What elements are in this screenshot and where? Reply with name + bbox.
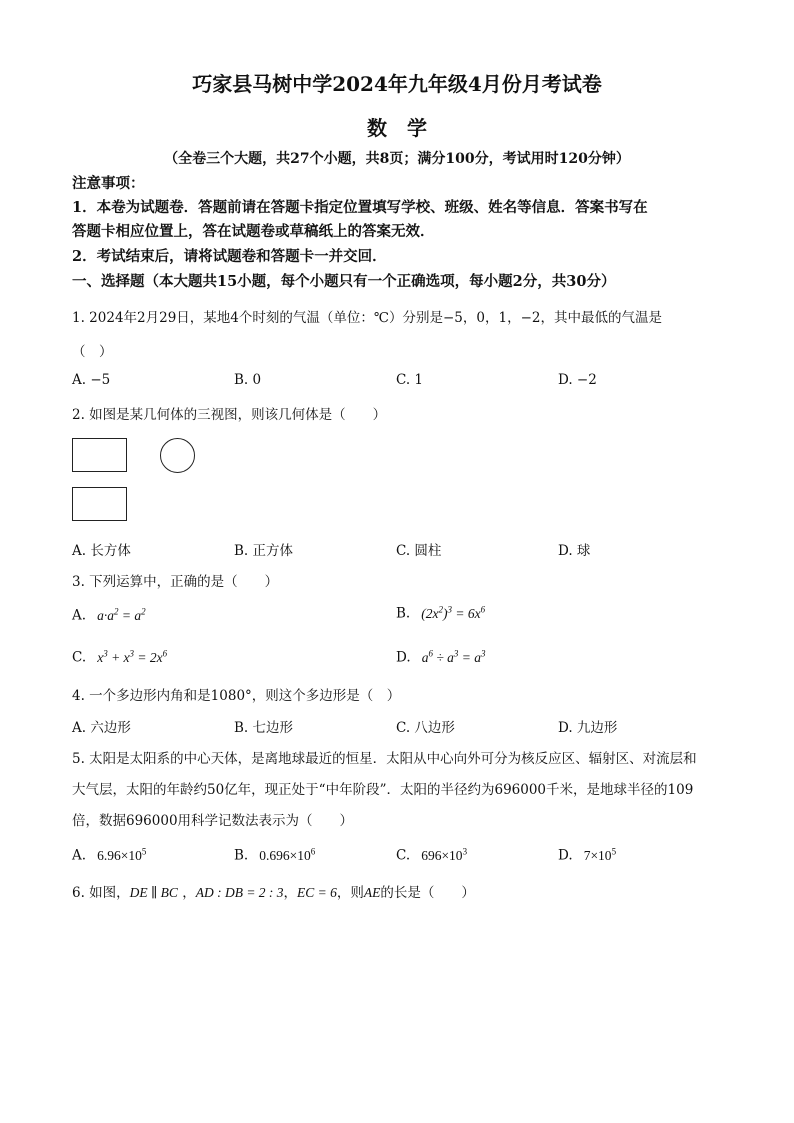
q5-stem-line3: 倍，数据696000用科学记数法表示为（ ） [72,813,354,829]
q5-stem-line2: 大气层，太阳的年龄约50亿年，现正处于“中年阶段”．太阳的半径约为696000千米，是地球半径的109 [72,782,694,798]
q2-stem: 2. 如图是某几何体的三视图，则该几何体是（ ） [72,407,387,423]
q5-option-d [558,846,616,864]
q6-ratio: AD : DB = 2 : 3 [195,885,284,900]
q5-option-b-formula: $0.696\times 10^6$ [252,846,316,863]
q3-option-b-label: B. [396,605,411,622]
side-view-circle [160,438,195,473]
q3-option-c-formula: $x^3 + x^3 = 2x^6$ [90,648,168,665]
notes-item2: 2．考试结束后，请将试题卷和答题卡一并交回． [72,248,387,265]
q3-option-d-label: D. [396,649,411,666]
q5-stem-line1: 5. 太阳是太阳系的中心天体，是离地球最近的恒星．太阳从中心向外可分为核反应区、辐射区、对流层和 [72,751,697,767]
q3-stem: 3. 下列运算中，正确的是（ ） [72,574,279,590]
q3-option-a-label: A. [72,607,87,624]
q2-option-a: A. 长方体 [72,543,131,559]
q5-option-d-formula: $7\times 10^5$ [576,846,617,863]
q5-option-c-formula: $696\times 10^3$ [414,846,468,863]
q3-option-c-label: C. [72,649,87,666]
q2-option-b: B. 正方体 [234,543,294,559]
q6-target: AE [363,885,381,900]
q1-stem: 1. 2024年2月29日，某地4个时刻的气温（单位：℃）分别是−5，0，1，−2，其中最低的气温是 [72,310,662,326]
q3-option-d-formula: $a^6 \div a^3 = a^3$ [414,648,486,665]
q3-option-b [396,604,485,622]
q2-option-d: D. 球 [558,543,591,559]
notes-item1-line2: 答题卡相应位置上，答在试题卷或草稿纸上的答案无效． [72,223,435,240]
q5-option-b-label: B. [234,847,249,864]
q5-option-d-label: D. [558,847,573,864]
q1-option-a: A. −5 [72,372,111,388]
q4-option-a: A. 六边形 [72,720,131,736]
q6-suffix: ，则 [336,885,364,901]
q6-prefix: 6. 如图， [72,885,130,901]
q1-option-b: B. 0 [234,372,262,388]
q5-option-b [234,846,315,864]
q1-option-c: C. 1 [396,372,424,388]
q5-option-c [396,846,467,864]
q6-condition: DE ∥ BC [129,885,178,900]
q4-stem: 4. 一个多边形内角和是1080°，则这个多边形是（ ） [72,688,401,704]
q1-stem-blank: （ ） [72,344,113,360]
q4-option-d: D. 九边形 [558,720,618,736]
q5-option-a [72,846,146,864]
section1-heading: 一、选择题（本大题共15小题，每个小题只有一个正确选项，每小题2分，共30分） [72,273,616,290]
front-view-rectangle [72,438,127,472]
q3-option-a [72,606,146,624]
q6-ec-value: EC = 6 [297,885,337,900]
exam-title: 巧家县马树中学2024年九年级4月份月考试卷 [192,72,602,96]
q5-option-a-label: A. [72,847,87,864]
q5-option-c-label: C. [396,847,411,864]
q3-option-b-formula: $(2x^2)^3 = 6x^6$ [414,604,486,621]
q3-option-d [396,648,485,666]
q5-option-a-formula: $6.96\times 10^5$ [90,846,147,863]
notes-heading: 注意事项： [72,175,145,192]
q1-option-d: D. −2 [558,372,597,388]
notes-item1-line1: 1．本卷为试题卷．答题前请在答题卡指定位置填写学校、班级、姓名等信息．答案书写在 [72,199,648,216]
q2-option-c: C. 圆柱 [396,543,442,559]
q6-stem: 6. 如图，DE ∥ BC ，AD : DB = 2 : 3，EC = 6，则AE的长是（ ） [72,885,475,901]
top-view-rectangle [72,487,127,521]
q4-option-c: C. 八边形 [396,720,455,736]
q6-tail: 的长是（ ） [380,885,475,901]
subject-title: 数学 [367,116,447,140]
exam-info: （全卷三个大题，共27个小题，共8页；满分100分，考试用时120分钟） [164,151,630,167]
q3-option-c [72,648,167,666]
q4-option-b: B. 七边形 [234,720,294,736]
q3-option-a-formula: $a\cdot a^2 = a^2$ [90,606,146,623]
